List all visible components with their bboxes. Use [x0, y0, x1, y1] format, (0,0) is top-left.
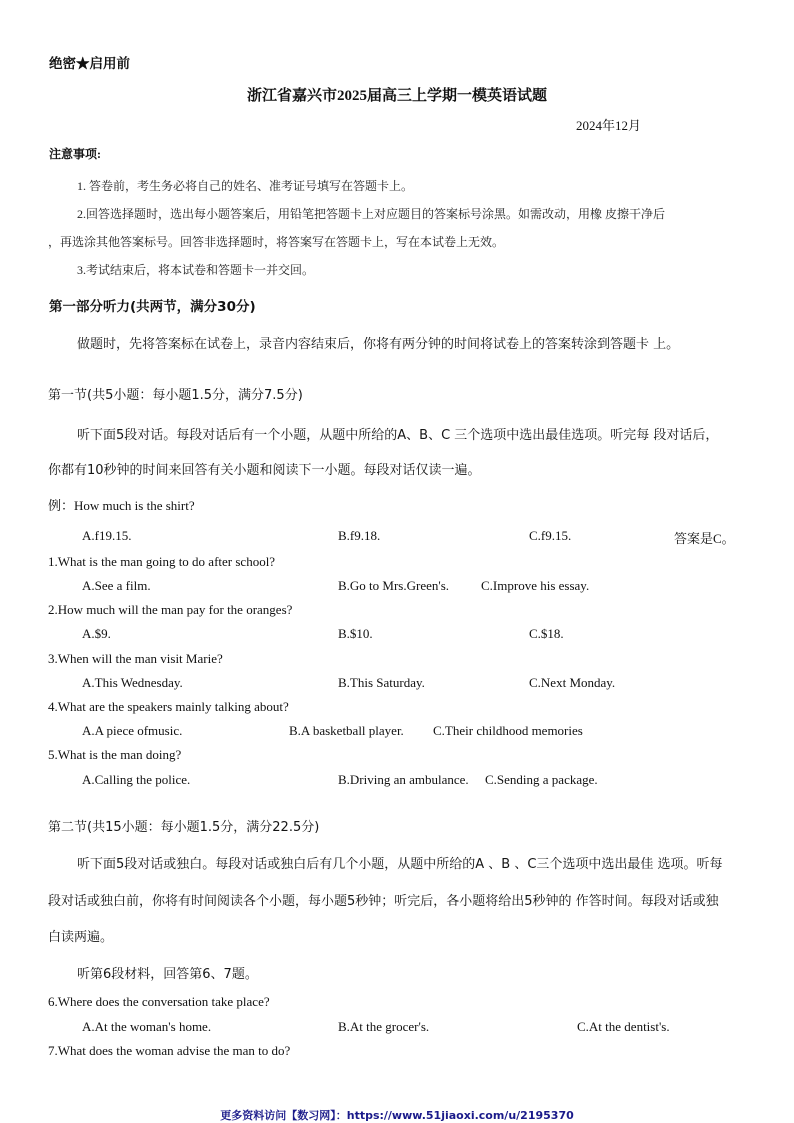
question-3: 3.When will the man visit Marie?	[48, 651, 223, 666]
question-3-option-b: B.This Saturday.	[338, 675, 425, 690]
question-7: 7.What does the woman advise the man to do?	[48, 1043, 291, 1058]
exam-date: 2024年12月	[576, 118, 642, 133]
section2-instruction-line-2: 段对话或独白前，你将有时间阅读各个小题，每小题5秒钟；听完后，各小题将给出5秒钟的 作答时间。每段对话或独	[48, 894, 719, 909]
example-answer: 答案是C。	[674, 531, 735, 546]
question-3-option-c: C.Next Monday.	[529, 675, 616, 690]
question-1-option-c: C.Improve his essay.	[481, 578, 590, 593]
section2-heading: 第二节(共15小题：每小题1.5分，满分22.5分)	[48, 820, 320, 835]
question-2: 2.How much will the man pay for the oranges?	[48, 602, 293, 617]
question-6: 6.Where does the conversation take place?	[48, 994, 270, 1009]
question-2-option-a: A.$9.	[82, 626, 111, 641]
section1-instruction-line-1: 听下面5段对话。每段对话后有一个小题，从题中所给的A、B、C 三个选项中选出最佳选项。听完每 段对话后，	[77, 428, 719, 443]
question-6-option-b: B.At the grocer's.	[338, 1019, 430, 1034]
question-4: 4.What are the speakers mainly talking about?	[48, 699, 289, 714]
question-1: 1.What is the man going to do after school?	[48, 554, 276, 569]
question-6-option-a: A.At the woman's home.	[82, 1019, 212, 1034]
page-title: 浙江省嘉兴市2025届高三上学期一模英语试题	[246, 88, 547, 104]
question-5-option-c: C.Sending a package.	[485, 772, 598, 787]
example-option-b: B.f9.18.	[338, 528, 381, 543]
notice-heading: 注意事项:	[49, 147, 101, 161]
notice-item-2-line-2: ，再选涂其他答案标号。回答非选择题时，将答案写在答题卡上，写在本试卷上无效。	[48, 235, 505, 249]
question-4-option-a: A.A piece ofmusic.	[82, 723, 183, 738]
example-option-a: A.f19.15.	[82, 528, 132, 543]
question-2-option-b: B.$10.	[338, 626, 373, 641]
example-question: 例：How much is the shirt?	[48, 498, 195, 513]
question-4-option-b: B.A basketball player.	[289, 723, 404, 738]
question-4-option-c: C.Their childhood memories	[433, 723, 583, 738]
notice-item-3: 3.考试结束后，将本试卷和答题卡一并交回。	[77, 263, 315, 277]
footer-link[interactable]: 更多资料访问【数习网】：https://www.51jiaoxi.com/u/2195370	[220, 1109, 574, 1122]
question-1-option-a: A.See a film.	[82, 578, 151, 593]
question-5: 5.What is the man doing?	[48, 747, 182, 762]
question-6-option-c: C.At the dentist's.	[577, 1019, 670, 1034]
question-5-option-b: B.Driving an ambulance.	[338, 772, 469, 787]
question-5-option-a: A.Calling the police.	[82, 772, 191, 787]
part1-heading: 第一部分听力(共两节，满分30分)	[49, 299, 256, 315]
notice-item-2-line-1: 2.回答选择题时，选出每小题答案后，用铅笔把答题卡上对应题目的答案标号涂黑。如需改动，用橡 皮擦干净后	[77, 207, 666, 221]
example-option-c: C.f9.15.	[529, 528, 572, 543]
section2-instruction-line-3: 白读两遍。	[48, 930, 114, 945]
confidential-mark: 绝密★启用前	[49, 56, 130, 71]
question-3-option-a: A.This Wednesday.	[82, 675, 183, 690]
section2-instruction-line-1: 听下面5段对话或独白。每段对话或独白后有几个小题，从题中所给的A 、B 、C三个选项中选出最佳 选项。听每	[77, 857, 723, 872]
section1-heading: 第一节(共5小题：每小题1.5分，满分7.5分)	[48, 388, 303, 403]
question-1-option-b: B.Go to Mrs.Green's.	[338, 578, 450, 593]
material-6-heading: 听第6段材料，回答第6、7题。	[77, 967, 258, 982]
notice-item-1: 1. 答卷前，考生务必将自己的姓名、准考证号填写在答题卡上。	[77, 179, 414, 193]
part1-instruction: 做题时，先将答案标在试卷上，录音内容结束后，你将有两分钟的时间将试卷上的答案转涂到答题卡 上。	[77, 337, 680, 352]
section1-instruction-line-2: 你都有10秒钟的时间来回答有关小题和阅读下一小题。每段对话仅读一遍。	[48, 463, 481, 478]
question-2-option-c: C.$18.	[529, 626, 564, 641]
